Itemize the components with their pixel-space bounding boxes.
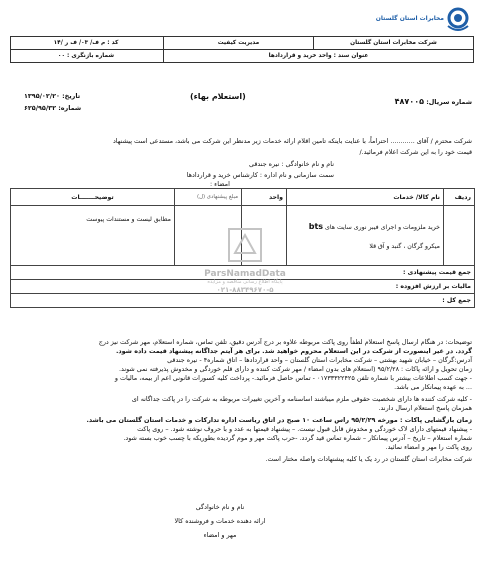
intro-line-2: قیمت خود را به این شرکت اعلام فرمائید./ bbox=[359, 148, 472, 156]
doc-title: عنوان سند : واحد خرید و قراردادها bbox=[163, 50, 473, 63]
note-line: - جهت کسب اطلاعات بیشتر با شماره تلفن ۰۱۷۳۳۳۲۲۴۲۵ - تماس حاصل فرمائید.- پرداخت کلیه کسورات قانونی اعم از بیمه، مالیات و bbox=[114, 374, 472, 382]
sig-name: نام و نام خانوادگی bbox=[195, 503, 245, 511]
note-line: ... به عهده پیمانکار می باشد. bbox=[394, 383, 472, 391]
note-line: آدرس:گرگان – خیابان شهید بهشتی – شرکت مخابرات استان گلستان – واحد قراردادها – اتاق شماره۴ - نیره جندقی bbox=[167, 356, 472, 364]
note-line: زمان تحویل و ارائه پاکات : ۹۵/۲/۲۸ (استعلام های بدون امضاء / مهر شرکت کننده و دارای قلم خوردگی و مخدوش پذیرفته نمی شوند. bbox=[118, 365, 472, 373]
intro-line-1: شرکت محترم / آقای ............ احتراماً، با عنایت باینکه تامین اقلام ارائه خدمات زیر مدنظر این شرکت می باشد، مستدعی است پیشنهاد bbox=[112, 137, 472, 145]
sig-stamp: مهر و امضاء bbox=[203, 531, 237, 539]
note-line: روی پاکت را مهر و امضاء نمائید. bbox=[385, 443, 472, 451]
grand-total-row bbox=[11, 294, 475, 308]
notes-block bbox=[8, 338, 472, 464]
page-title: (استعلام بهاء) bbox=[190, 92, 246, 101]
number-value: ۶۲۵/۹۵/۳۲ bbox=[24, 104, 56, 112]
watermark-logo-icon bbox=[225, 225, 265, 265]
watermark-brand: ParsNamadData bbox=[204, 269, 286, 279]
note-line: - پیشنهاد قیمتهای دارای لاک خوردگی و مخدوش قابل قبول نیست. – پیشنهاد قیمتها به عدد و با حروف نوشته شود. – روی پاکت bbox=[137, 425, 472, 433]
item-name: خرید ملزومات و اجرای فیبر نوری سایت های bts میکرو گرگان ، گنبد و آق قلا bbox=[287, 206, 444, 266]
department: مدیریت کیفیت bbox=[163, 37, 313, 49]
note-line: گردد. در غیر اینصورت از شرکت در این استعلام محروم خواهید شد. برای هر آیتم جداگانه پیشنهاد قیمت داده شود. bbox=[115, 347, 472, 355]
table-header-row bbox=[11, 189, 475, 206]
col-price: مبلغ پیشنهادی (ل) bbox=[175, 189, 242, 206]
col-desc: توضیحـــــــات bbox=[11, 189, 175, 206]
serial-label: شماره سریال: ۴۸۷۰۰۵ bbox=[394, 97, 472, 106]
note-line: شرکت مخابرات استان گلستان در رد یک یا کلیه پیشنهادات واصله مختار است. bbox=[265, 455, 472, 463]
total-label: جمع قیمت پیشنهادی : bbox=[11, 266, 475, 280]
company-name: شرکت مخابرات استان گلستان bbox=[313, 37, 473, 49]
grand-total-label: جمع کل : bbox=[11, 294, 475, 308]
note-line: توضیحات: در هنگام ارسال پاسخ استعلام لطفاً روی پاکت مربوطه علاوه بر درج آدرس دقیق، تلفن تماس، شماره استعلام، مهر شرکت نیز درج bbox=[98, 338, 472, 346]
vat-label: مالیات بر ارزش افزوده : bbox=[11, 280, 475, 294]
row-number bbox=[444, 206, 475, 266]
watermark-phone: ۰۲۱-۸۸۳۴۹۶۷۰-۵ bbox=[216, 286, 274, 294]
col-row: ردیف bbox=[444, 189, 475, 206]
col-item: نام کالا/ خدمات bbox=[287, 189, 444, 206]
item-desc: مطابق لیست و مستندات پیوست bbox=[11, 206, 175, 266]
watermark-sub: پایگاه اطلاع رسانی مناقصه و مزایده bbox=[207, 279, 283, 285]
revision: شماره بازنگری : ۰۰ bbox=[57, 53, 115, 59]
item-code: bts bbox=[308, 221, 324, 231]
note-line: همزمان پاسخ استعلام ارسال دارند. bbox=[378, 404, 472, 412]
signature-label: امضاء : bbox=[210, 180, 230, 188]
watermark bbox=[190, 225, 300, 295]
position-line: سمت سازمانی و نام اداره : کارشناس خرید و قراردادها bbox=[186, 171, 334, 179]
number-line: شماره: ۶۲۵/۹۵/۳۲ bbox=[24, 104, 82, 112]
col-unit: واحد bbox=[242, 189, 287, 206]
note-line: زمان بازگشایی پاکات : مورخه ۹۵/۲/۲۹ راس ساعت ۱۰ صبح در اتاق ریاست اداره تدارکات و خدمات استان گلستان می باشد. bbox=[86, 416, 472, 424]
form-header bbox=[10, 36, 474, 63]
note-line: شماره استعلام – تاریخ – آدرس پیمانکار – شماره تماس قید گردد. -حرب پاکت مهر و موم گردیده بطوریکه با چسب خوب بسته شود. bbox=[123, 434, 472, 442]
sig-role: ارائه دهنده خدمات و فروشنده کالا bbox=[174, 517, 266, 525]
date-value: ۱۳۹۵/۰۲/۲۰ bbox=[24, 92, 60, 100]
signature-block bbox=[150, 502, 290, 540]
logo-text: مخابرات استان گلستان bbox=[375, 15, 444, 22]
note-line: - کلیه شرکت کننده ها دارای شخصیت حقوقی ملزم میباشند اساسنامه و آخرین تغییرات مربوطه به شرکت را در پاکت جداگانه ای bbox=[131, 395, 472, 403]
company-logo bbox=[374, 4, 470, 36]
form-code: کد : م ف/ ۰۳/ ف ر /۱۴ bbox=[53, 40, 119, 46]
date-line: تاریخ: ۱۳۹۵/۰۲/۲۰ bbox=[24, 92, 81, 100]
name-line: نام و نام خانوادگی : نیره جندقی bbox=[249, 160, 334, 168]
serial-number: ۴۸۷۰۰۵ bbox=[394, 97, 424, 106]
